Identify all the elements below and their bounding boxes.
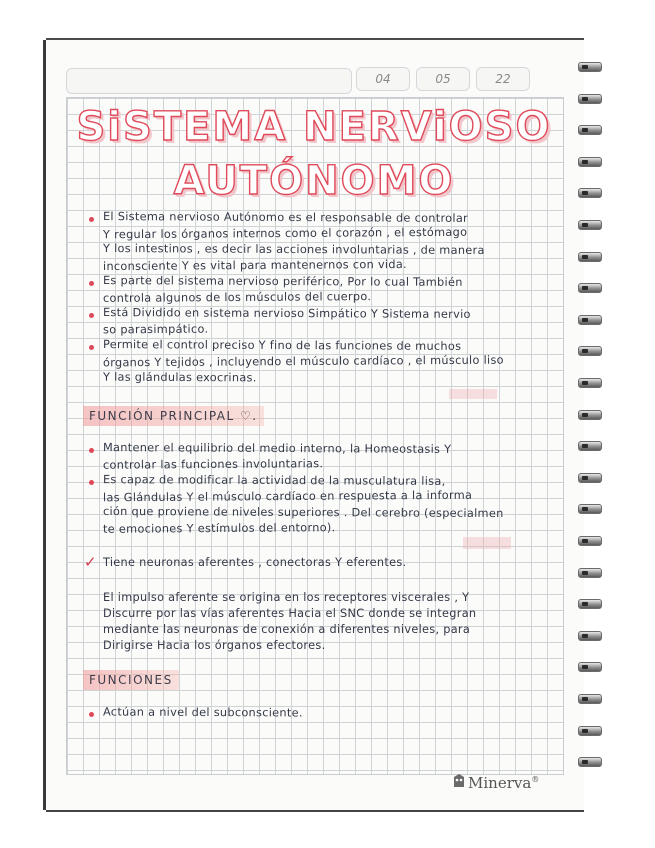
spiral-ring [578,94,602,104]
note-line: Y las glándulas exocrinas. [102,370,257,385]
header-line-box [66,68,352,94]
note-line: controla algunos de los músculos del cuerpo. [102,290,372,305]
title-line-1 [66,104,562,150]
spiral-ring [578,504,602,514]
spiral-ring [578,473,602,483]
spiral-ring [578,315,602,325]
note-line: Está Dividido en sistema nervioso Simpático Y Sistema nervio [102,306,471,321]
note-line: inconsciente Y es vital para mantenernos con vida. [102,257,407,274]
section-heading-funciones: FUNCIONES [83,670,179,690]
checkmark-icon: ✓ [84,553,97,571]
spiral-ring [578,252,602,262]
spiral-ring [578,599,602,609]
note-line: Y regular los órganos internos como el corazón , el estómago [102,225,468,242]
note-line: Es capaz de modificar la actividad de la musculatura lisa, [102,473,446,488]
note-line: Discurre por las vías aferentes Hacia el SNC donde se integran [103,607,477,620]
spiral-ring [578,157,602,167]
note-line: Y los intestinos , es decir las acciones involuntarias , de manera [102,242,485,257]
title-text-2: AUTÓNOMO [173,158,455,204]
spiral-ring [578,694,602,704]
section-heading-funcion-principal: FUNCIÓN PRINCIPAL ♡. [83,406,264,426]
bullet-dot [89,712,94,717]
bullet-dot [89,217,94,222]
note-line: Mantener el equilibrio del medio interno, la Homeostasis Y [102,441,452,456]
spiral-ring [578,378,602,388]
spiral-ring [578,220,602,230]
date-year: 22 [476,67,530,91]
spiral-ring [578,441,602,451]
title-text-1: SiSTEMA NERViOSO [76,104,552,150]
bullet-dot [89,313,94,318]
note-line: las Glándulas Y el músculo cardíaco en respuesta a la informa [102,488,473,505]
spiral-ring [578,757,602,767]
spiral-ring [578,631,602,641]
bullet-dot [89,281,94,286]
note-line: Dirigirse Hacia los órganos efectores. [103,639,326,652]
brand-registered-mark: ® [531,775,540,784]
note-line: so parasimpático. [102,322,209,337]
note-line: te emociones Y estímulos del entorno). [102,521,336,536]
note-line: El Sistema nervioso Autónomo es el responsable de controlar [102,210,469,225]
spiral-ring [578,188,602,198]
note-line: órganos Y tejidos , incluyendo el músculo cardíaco , el músculo liso [102,353,504,370]
note-line: Permite el control preciso Y fino de las funciones de muchos [102,338,462,353]
spiral-ring [578,62,602,72]
note-line: controlar las funciones involuntarias. [102,457,324,472]
spiral-ring [578,410,602,420]
highlight-mark [449,389,497,399]
spiral-ring [578,726,602,736]
brand-logo [468,774,539,792]
note-line: mediante las neuronas de conexión a diferentes niveles, para [103,623,471,636]
date-day: 04 [356,67,410,91]
brand-name: Minerva [468,774,532,792]
bullet-dot [89,345,94,350]
bullet-dot [89,480,94,485]
note-line: ción que proviene de niveles superiores . Del cerebro (especialmen [102,504,504,521]
title-line-2 [66,158,562,204]
spiral-ring [578,536,602,546]
note-line: Es parte del sistema nervioso periférico, Por lo cual También [102,274,463,289]
spiral-ring [578,125,602,135]
bullet-dot [89,448,94,453]
date-month: 05 [416,67,470,91]
minerva-owl-icon [452,773,466,789]
note-line: Tiene neuronas aferentes , conectoras Y eferentes. [103,556,407,569]
note-line: Actúan a nivel del subconsciente. [102,705,303,720]
spiral-ring [578,346,602,356]
spiral-ring [578,283,602,293]
highlight-mark [463,537,511,549]
spiral-ring [578,568,602,578]
note-line: El impulso aferente se origina en los receptores viscerales , Y [103,591,470,604]
spiral-ring [578,662,602,672]
